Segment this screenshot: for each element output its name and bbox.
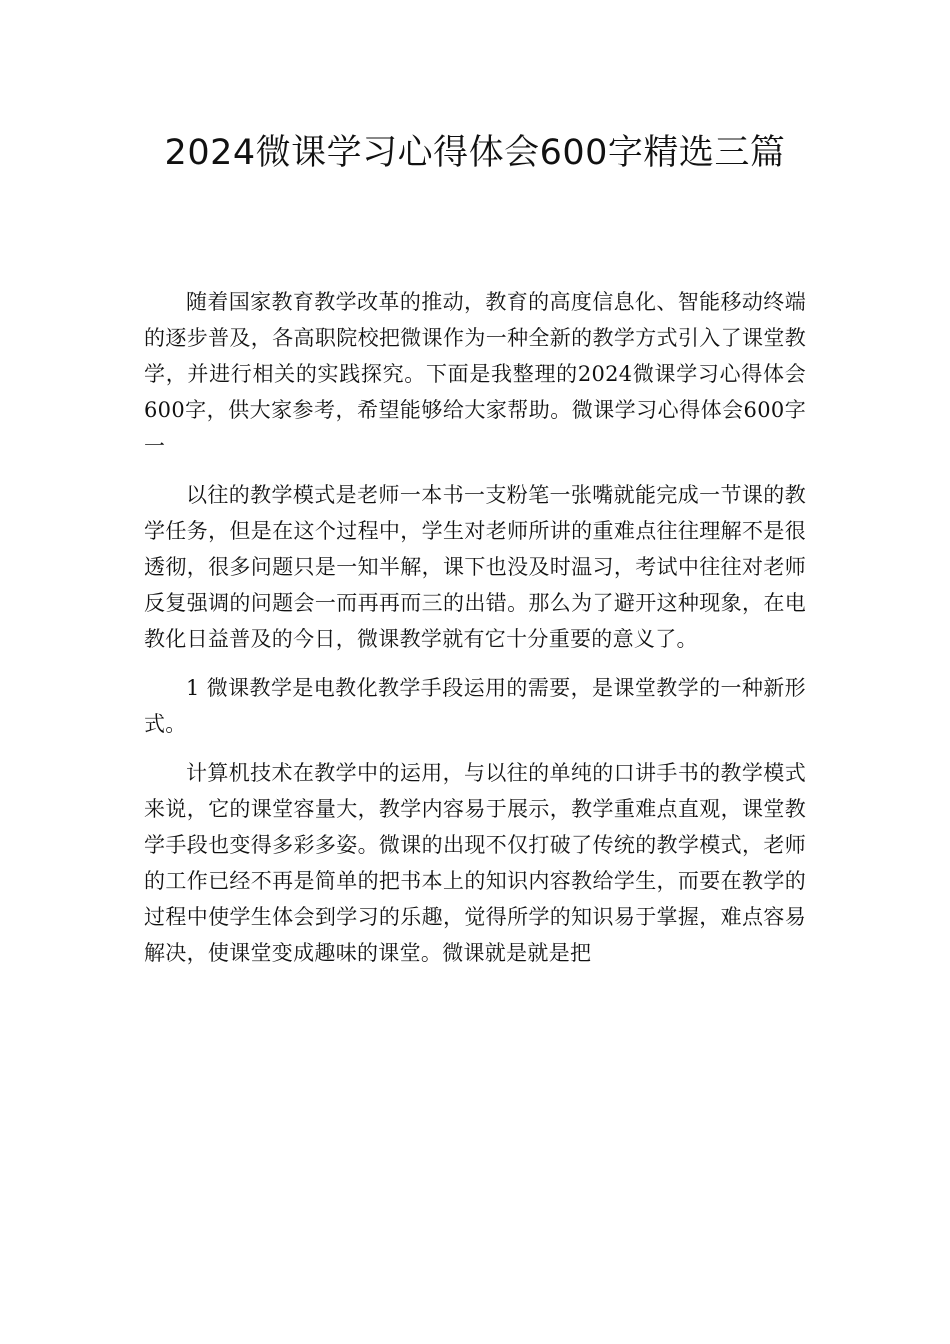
- paragraph-3: 1 微课教学是电教化教学手段运用的需要，是课堂教学的一种新形式。: [144, 676, 806, 736]
- document-title: 2024微课学习心得体会600字精选三篇: [164, 133, 786, 173]
- paragraph-4: 计算机技术在教学中的运用，与以往的单纯的口讲手书的教学模式来说，它的课堂容量大，教学内容易于展示，教学重难点直观，课堂教学手段也变得多彩多姿。微课的出现不仅打破了传统的教学模式，老师的工作已经不再是简单的把书本上的知识内容教给学生，而要在教学的过程中使学生体会到学习的乐趣，觉得所学的知识易于掌握，难点容易解决，使课堂变成趣味的课堂。微课就是就是把: [144, 761, 806, 965]
- document-body: [144, 284, 806, 984]
- paragraph-2: 以往的教学模式是老师一本书一支粉笔一张嘴就能完成一节课的教学任务，但是在这个过程中，学生对老师所讲的重难点往往理解不是很透彻，很多问题只是一知半解，课下也没及时温习，考试中往往对老师反复强调的问题会一而再再而三的出错。那么为了避开这种现象，在电教化日益普及的今日，微课教学就有它十分重要的意义了。: [144, 483, 806, 651]
- paragraph-1: 随着国家教育教学改革的推动，教育的高度信息化、智能移动终端的逐步普及，各高职院校把微课作为一种全新的教学方式引入了课堂教学，并进行相关的实践探究。下面是我整理的2024微课学习心得体会600字，供大家参考，希望能够给大家帮助。微课学习心得体会600字一: [144, 290, 806, 458]
